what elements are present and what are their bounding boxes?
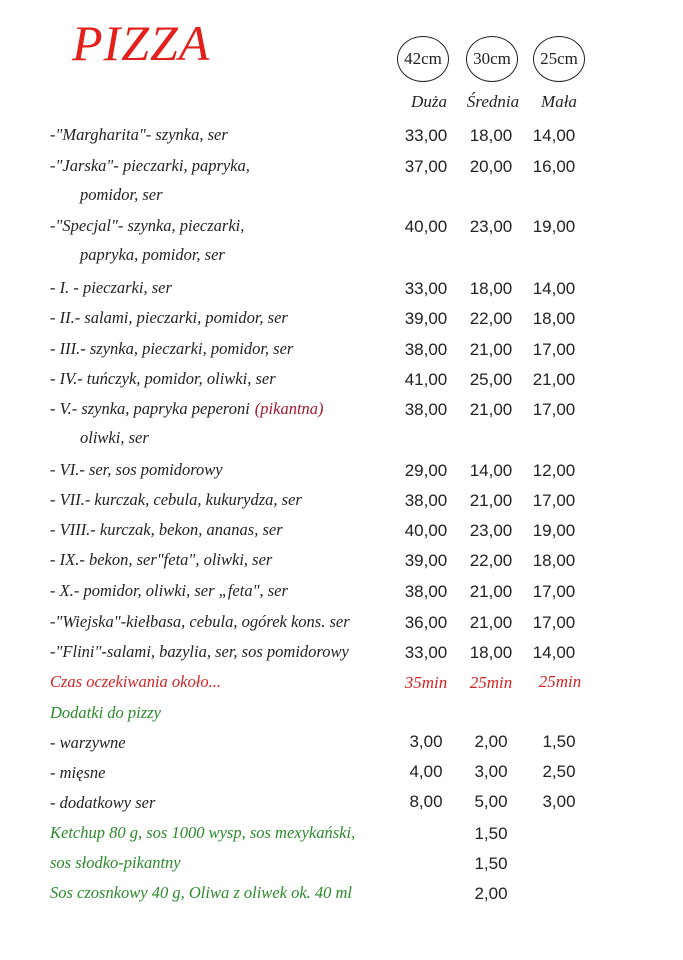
price-medium: 22,00 <box>469 309 513 328</box>
price-medium: 18,00 <box>469 643 513 662</box>
pizza-item <box>50 278 172 298</box>
price-large: 39,00 <box>404 309 448 328</box>
price-medium: 21,00 <box>469 400 513 419</box>
price-small: 21,00 <box>532 370 576 389</box>
price-medium: 23,00 <box>469 521 513 540</box>
pizza-item <box>50 581 288 601</box>
price-large: 38,00 <box>404 491 448 510</box>
price-large: 40,00 <box>404 521 448 540</box>
price-large: 33,00 <box>404 643 448 662</box>
sauce-price: 1,50 <box>474 854 508 873</box>
extra-price-large: 4,00 <box>409 762 443 781</box>
price-small: 14,00 <box>532 643 576 662</box>
price-medium: 21,00 <box>469 582 513 601</box>
price-medium: 14,00 <box>469 461 513 480</box>
price-large: 40,00 <box>404 217 448 236</box>
spicy-note: (pikantna) <box>254 399 324 418</box>
pizza-description: - V.- szynka, papryka peperoni <box>50 399 250 418</box>
extra-item: - mięsne <box>50 763 106 782</box>
extra-item: - warzywne <box>50 733 126 752</box>
sauce-item: sos słodko-pikantny <box>50 853 181 872</box>
price-medium: 21,00 <box>469 491 513 510</box>
waiting-time-large: 35min <box>404 673 448 692</box>
price-large: 36,00 <box>404 613 448 632</box>
pizza-description: - IX.- bekon, ser"feta", oliwki, ser <box>50 550 273 569</box>
pizza-description: - VIII.- kurczak, bekon, ananas, ser <box>50 520 283 539</box>
size-badge-large: 42cm <box>397 36 449 82</box>
price-large: 29,00 <box>404 461 448 480</box>
extra-price-large: 8,00 <box>409 792 443 811</box>
price-medium: 21,00 <box>469 340 513 359</box>
waiting-time-label: Czas oczekiwania około... <box>50 672 221 691</box>
pizza-description: -"Specjal"- szynka, pieczarki, <box>50 216 245 235</box>
price-medium: 18,00 <box>469 126 513 145</box>
size-badge-medium: 30cm <box>466 36 518 82</box>
size-badge-small: 25cm <box>533 36 585 82</box>
price-small: 14,00 <box>532 126 576 145</box>
pizza-description: -"Wiejska"-kiełbasa, cebula, ogórek kons. ser <box>50 612 350 631</box>
pizza-item <box>50 156 250 205</box>
price-small: 17,00 <box>532 491 576 510</box>
price-large: 39,00 <box>404 551 448 570</box>
pizza-description: -"Margharita"- szynka, ser <box>50 125 228 144</box>
price-small: 17,00 <box>532 340 576 359</box>
waiting-time-small: 25min <box>538 672 582 691</box>
pizza-item <box>50 339 293 359</box>
extra-item: - dodatkowy ser <box>50 793 156 812</box>
column-header-large: Duża <box>411 92 447 111</box>
price-large: 33,00 <box>404 279 448 298</box>
pizza-description: -"Jarska"- pieczarki, papryka, <box>50 156 250 175</box>
price-large: 41,00 <box>404 370 448 389</box>
pizza-description: - IV.- tuńczyk, pomidor, oliwki, ser <box>50 369 276 388</box>
price-medium: 21,00 <box>469 613 513 632</box>
price-large: 38,00 <box>404 400 448 419</box>
pizza-item <box>50 399 324 448</box>
pizza-item <box>50 216 244 265</box>
price-medium: 23,00 <box>469 217 513 236</box>
pizza-item <box>50 308 288 328</box>
pizza-item <box>50 460 223 480</box>
pizza-item <box>50 490 302 510</box>
price-small: 18,00 <box>532 309 576 328</box>
pizza-item <box>50 612 350 632</box>
waiting-time-medium: 25min <box>469 673 513 692</box>
extra-price-medium: 5,00 <box>474 792 508 811</box>
price-large: 38,00 <box>404 582 448 601</box>
sauce-item: Ketchup 80 g, sos 1000 wysp, sos mexykański, <box>50 823 356 842</box>
column-header-small: Mała <box>541 92 577 111</box>
pizza-item <box>50 642 349 662</box>
menu-title: PIZZA <box>72 15 211 71</box>
sauce-price: 1,50 <box>474 824 508 843</box>
price-small: 16,00 <box>532 157 576 176</box>
price-small: 14,00 <box>532 279 576 298</box>
extra-price-small: 2,50 <box>542 762 576 781</box>
extras-heading: Dodatki do pizzy <box>50 703 161 722</box>
extra-price-small: 1,50 <box>542 732 576 751</box>
pizza-description: - VI.- ser, sos pomidorowy <box>50 460 223 479</box>
price-small: 12,00 <box>532 461 576 480</box>
price-large: 37,00 <box>404 157 448 176</box>
extra-price-medium: 2,00 <box>474 732 508 751</box>
price-large: 38,00 <box>404 340 448 359</box>
sauce-item: Sos czosnkowy 40 g, Oliwa z oliwek ok. 40 ml <box>50 883 353 902</box>
sauce-price: 2,00 <box>474 884 508 903</box>
column-header-medium: Średnia <box>466 92 520 111</box>
pizza-description: - I. - pieczarki, ser <box>50 278 172 297</box>
pizza-description: - II.- salami, pieczarki, pomidor, ser <box>50 308 288 327</box>
price-small: 17,00 <box>532 400 576 419</box>
pizza-description: - VII.- kurczak, cebula, kukurydza, ser <box>50 490 302 509</box>
pizza-item <box>50 550 272 570</box>
pizza-description: -"Flini"-salami, bazylia, ser, sos pomidorowy <box>50 642 349 661</box>
price-small: 18,00 <box>532 551 576 570</box>
price-medium: 22,00 <box>469 551 513 570</box>
extra-price-large: 3,00 <box>409 732 443 751</box>
pizza-description: - X.- pomidor, oliwki, ser „feta", ser <box>50 581 288 600</box>
price-small: 19,00 <box>532 217 576 236</box>
extra-price-medium: 3,00 <box>474 762 508 781</box>
pizza-description: - III.- szynka, pieczarki, pomidor, ser <box>50 339 294 358</box>
pizza-description-continued: oliwki, ser <box>80 428 149 447</box>
price-medium: 20,00 <box>469 157 513 176</box>
pizza-item <box>50 369 276 389</box>
price-large: 33,00 <box>404 126 448 145</box>
price-small: 17,00 <box>532 613 576 632</box>
price-medium: 25,00 <box>469 370 513 389</box>
pizza-description-continued: pomidor, ser <box>80 185 163 204</box>
pizza-item <box>50 125 228 145</box>
pizza-item <box>50 520 283 540</box>
price-medium: 18,00 <box>469 279 513 298</box>
pizza-description-continued: papryka, pomidor, ser <box>80 245 225 264</box>
extra-price-small: 3,00 <box>542 792 576 811</box>
price-small: 19,00 <box>532 521 576 540</box>
price-small: 17,00 <box>532 582 576 601</box>
